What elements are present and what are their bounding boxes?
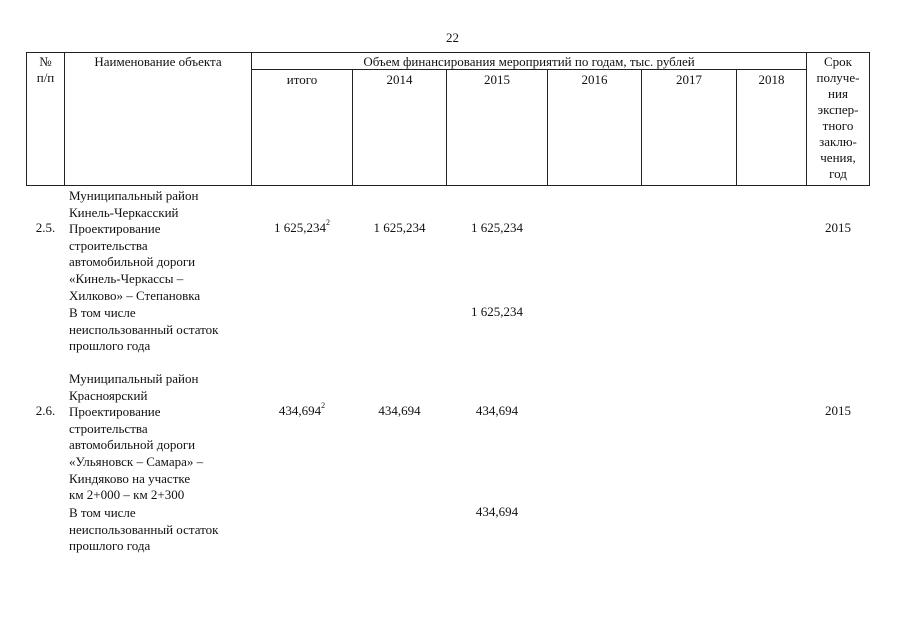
row-name-line: Кинель-Черкасский bbox=[69, 204, 179, 220]
row-sub-label bbox=[69, 305, 254, 355]
row-name-line: Муниципальный район bbox=[69, 188, 199, 203]
row-name bbox=[69, 188, 254, 304]
row-name-line: Киндяково на участке bbox=[69, 470, 191, 486]
row-number: 2.5. bbox=[35, 220, 56, 235]
header-num-line1: № bbox=[39, 54, 52, 69]
row-2014: 434,694 bbox=[378, 403, 421, 418]
row-total-footnote: 2 bbox=[321, 401, 326, 410]
row-name bbox=[69, 371, 254, 504]
header-right-border bbox=[869, 52, 870, 186]
row-total bbox=[252, 220, 352, 236]
row-2014: 1 625,234 bbox=[373, 220, 426, 235]
row-name-line: км 2+000 – км 2+300 bbox=[69, 487, 185, 503]
header-bottom-border bbox=[26, 185, 870, 186]
row-sub-line: В том числе bbox=[69, 305, 136, 320]
page-number: 22 bbox=[446, 30, 459, 45]
header-term-line: год bbox=[829, 166, 847, 181]
header-term-line: ния bbox=[828, 86, 848, 101]
header-2014: 2014 bbox=[386, 72, 413, 87]
row-sub-label bbox=[69, 505, 254, 555]
row-name-line: «Кинель-Черкассы – bbox=[69, 270, 184, 286]
header-2018: 2018 bbox=[758, 72, 785, 87]
row-sub-line: неиспользованный остаток bbox=[69, 321, 219, 337]
header-num bbox=[27, 54, 64, 86]
row-name-line: строительства bbox=[69, 420, 148, 436]
row-sub-2015: 434,694 bbox=[475, 504, 519, 519]
header-term-line: Срок bbox=[824, 54, 852, 69]
row-name-line: Красноярский bbox=[69, 387, 148, 403]
header-num-line2: п/п bbox=[36, 70, 55, 85]
row-sub-line: неиспользованный остаток bbox=[69, 521, 219, 537]
header-term-line: заклю- bbox=[819, 134, 857, 149]
header-funding: Объем финансирования мероприятий по годам, тыс. рублей bbox=[363, 54, 695, 69]
row-name-line: строительства bbox=[69, 237, 148, 253]
row-sub-2015: 1 625,234 bbox=[471, 304, 523, 319]
row-name-line: автомобильной дороги bbox=[69, 437, 196, 453]
header-term-line: чения, bbox=[820, 150, 856, 165]
row-name-line: Муниципальный район bbox=[69, 371, 199, 386]
header-term-line: тного bbox=[822, 118, 854, 133]
row-total-value: 1 625,234 bbox=[274, 220, 326, 235]
header-term-line: экспер- bbox=[817, 102, 859, 117]
row-name-line: автомобильной дороги bbox=[69, 254, 196, 270]
row-2015: 434,694 bbox=[475, 403, 519, 418]
header-total: итого bbox=[286, 72, 318, 87]
header-2015: 2015 bbox=[484, 72, 510, 87]
row-total bbox=[252, 403, 352, 419]
row-sub-line: прошлого года bbox=[69, 538, 151, 554]
header-2016: 2016 bbox=[581, 72, 608, 87]
header-term bbox=[807, 54, 869, 182]
row-name-line: Хилково» – Степановка bbox=[69, 287, 201, 303]
row-term: 2015 bbox=[825, 403, 851, 418]
row-term: 2015 bbox=[825, 220, 851, 235]
header-name: Наименование объекта bbox=[94, 54, 222, 69]
row-total-footnote: 2 bbox=[326, 218, 330, 227]
divider-num-name bbox=[64, 52, 65, 186]
row-name-line: «Ульяновск – Самара» – bbox=[69, 453, 204, 469]
row-name-line: Проектирование bbox=[69, 221, 161, 237]
row-number: 2.6. bbox=[35, 403, 56, 418]
row-sub-line: В том числе bbox=[69, 505, 136, 520]
row-2015: 1 625,234 bbox=[471, 220, 523, 235]
row-total-value: 434,694 bbox=[278, 403, 322, 418]
row-sub-line: прошлого года bbox=[69, 338, 151, 354]
header-2017: 2017 bbox=[676, 72, 702, 87]
header-top-border bbox=[26, 52, 870, 53]
row-name-line: Проектирование bbox=[69, 404, 161, 420]
header-term-line: получе- bbox=[816, 70, 860, 85]
